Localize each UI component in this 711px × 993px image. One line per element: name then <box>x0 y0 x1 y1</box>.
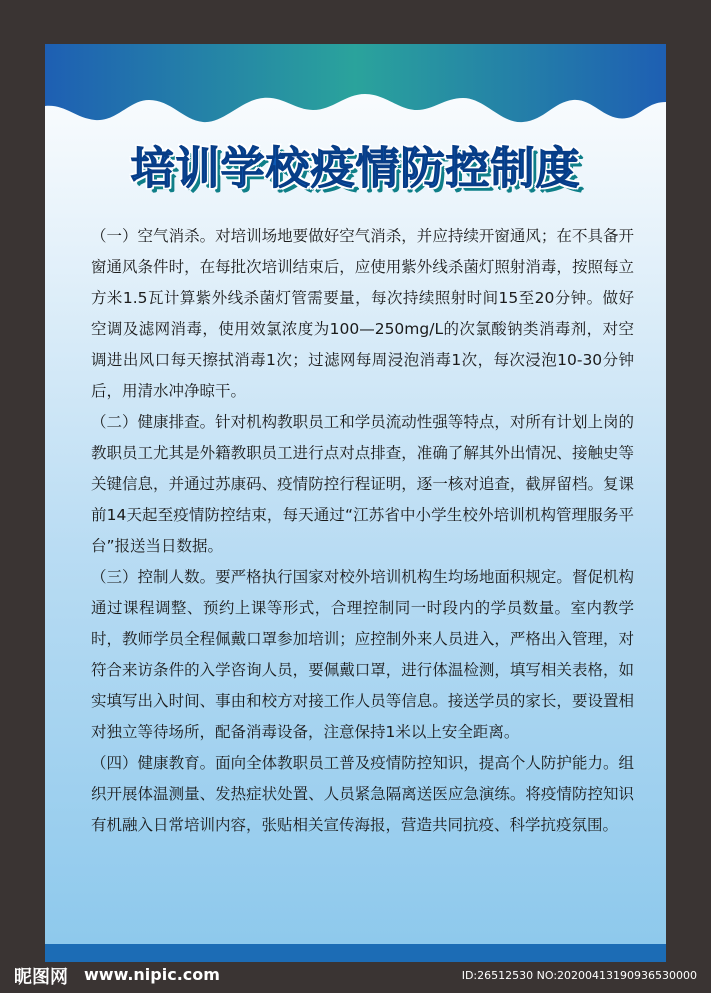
rule-paragraph-2: （二）健康排查。针对机构教职员工和学员流动性强等特点，对所有计划上岗的教职员工尤其是外籍教职员工进行点对点排查，准确了解其外出情况、接触史等关键信息，并通过苏康码、疫情防控行程证明，逐一核对追查，截屏留档。复课前14天起至疫情防控结束，每天通过“江苏省中小学生校外培训机构管理服务平台”报送当日数据。 <box>91 413 634 555</box>
watermark-footer <box>0 962 711 993</box>
watermark-logo: 昵图网 <box>14 967 68 988</box>
page-title: 培训学校疫情防控制度 <box>130 143 581 194</box>
watermark-site: www.nipic.com <box>84 965 220 984</box>
rule-paragraph-4: （四）健康教育。面向全体教职员工普及疫情防控知识，提高个人防护能力。组织开展体温测量、发热症状处置、人员紧急隔离送医应急演练。将疫情防控知识有机融入日常培训内容，张贴相关宣传海报，营造共同抗疫、科学抗疫氛围。 <box>91 754 634 834</box>
rule-paragraph-3: （三）控制人数。要严格执行国家对校外培训机构生均场地面积规定。督促机构通过课程调整、预约上课等形式，合理控制同一时段内的学员数量。室内教学时，教师学员全程佩戴口罩参加培训；应控制外来人员进入，严格出入管理，对符合来访条件的入学咨询人员，要佩戴口罩，进行体温检测，填写相关表格，如实填写出入时间、事由和校方对接工作人员等信息。接送学员的家长，要设置相对独立等待场所，配备消毒设备，注意保持1米以上安全距离。 <box>91 568 634 741</box>
poster <box>45 44 666 962</box>
rules-content <box>91 221 634 841</box>
rule-paragraph-1: （一）空气消杀。对培训场地要做好空气消杀，并应持续开窗通风；在不具备开窗通风条件时，在每批次培训结束后，应使用紫外线杀菌灯照射消毒，按照每立方米1.5瓦计算紫外线杀菌灯管需要量，每次持续照射时间15至20分钟。做好空调及滤网消毒，使用效氯浓度为100—250mg/L的次氯酸钠类消毒剂，对空调进出风口每天擦拭消毒1次；过滤网每周浸泡消毒1次，每次浸泡10-30分钟后，用清水冲净晾干。 <box>91 227 634 400</box>
watermark-image-info: ID:26512530 NO:20200413190936530000 <box>461 969 697 982</box>
bottom-band <box>45 944 666 962</box>
